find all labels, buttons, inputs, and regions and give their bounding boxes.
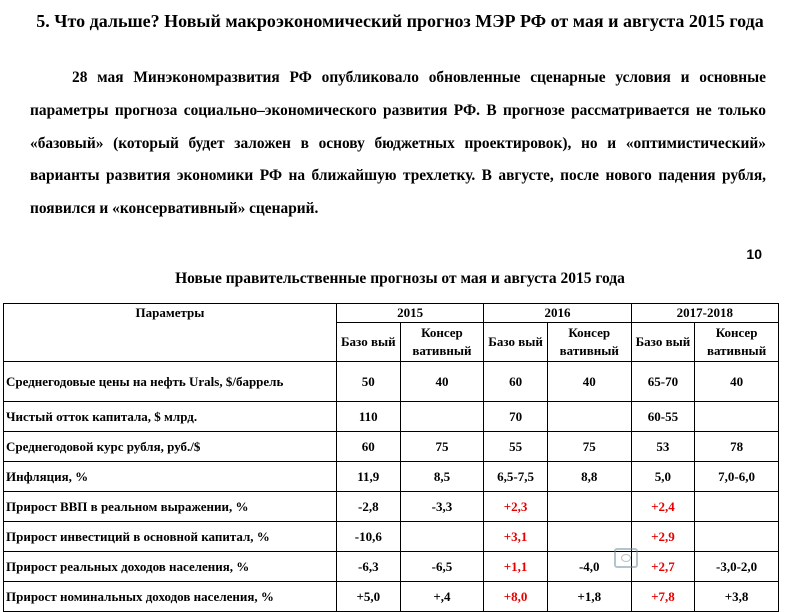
value-cell: +1,8: [547, 582, 631, 612]
year-header-2017-2018: 2017-2018: [631, 304, 778, 323]
watermark-icon: [614, 548, 638, 568]
value-cell: 40: [400, 362, 484, 402]
value-cell: 5,0: [631, 462, 695, 492]
value-cell: +2,4: [631, 492, 695, 522]
variant-header: Консер вативный: [695, 323, 779, 362]
table-row: [4, 492, 779, 522]
intro-paragraph: 28 мая Минэкономразвития РФ опубликовало обновленные сценарные условия и основные параметры прогноза социально–экономического развития РФ. В прогнозе рассматривается не только «базовый» (который будет заложен в основу бюджетных проектировок), но и «оптимистический» варианты развития экономики РФ на ближайшую трехлетку. В августе, после нового падения рубля, появился и «консервативный» сценарий.: [30, 69, 766, 218]
value-cell: 70: [484, 402, 548, 432]
value-cell: [695, 522, 779, 552]
value-cell: 11,9: [337, 462, 401, 492]
value-cell: 60-55: [631, 402, 695, 432]
table-row: [4, 522, 779, 552]
value-cell: -6,3: [337, 552, 401, 582]
value-cell: -4,0: [547, 552, 631, 582]
variant-header: Базо вый: [337, 323, 401, 362]
value-cell: -3,3: [400, 492, 484, 522]
value-cell: +7,8: [631, 582, 695, 612]
value-cell: +3,8: [695, 582, 779, 612]
param-cell: Инфляция, %: [4, 462, 337, 492]
value-cell: [695, 492, 779, 522]
page-number: 10: [746, 246, 762, 262]
year-header-row: [4, 304, 779, 323]
value-cell: 60: [484, 362, 548, 402]
value-cell: [547, 522, 631, 552]
value-cell: -2,8: [337, 492, 401, 522]
table-row: [4, 362, 779, 402]
value-cell: +2,3: [484, 492, 548, 522]
value-cell: +1,1: [484, 552, 548, 582]
value-cell: +2,9: [631, 522, 695, 552]
value-cell: 78: [695, 432, 779, 462]
param-cell: Прирост реальных доходов населения, %: [4, 552, 337, 582]
value-cell: 8,8: [547, 462, 631, 492]
value-cell: 60: [337, 432, 401, 462]
value-cell: -3,0-2,0: [695, 552, 779, 582]
value-cell: 53: [631, 432, 695, 462]
param-cell: Среднегодовой курс рубля, руб./$: [4, 432, 337, 462]
value-cell: 40: [547, 362, 631, 402]
year-header-2016: 2016: [484, 304, 631, 323]
param-cell: Прирост номинальных доходов населения, %: [4, 582, 337, 612]
value-cell: [547, 402, 631, 432]
value-cell: [400, 402, 484, 432]
value-cell: 110: [337, 402, 401, 432]
value-cell: +2,7: [631, 552, 695, 582]
value-cell: +3,1: [484, 522, 548, 552]
value-cell: 7,0-6,0: [695, 462, 779, 492]
value-cell: 65-70: [631, 362, 695, 402]
value-cell: -6,5: [400, 552, 484, 582]
variant-header: Консер вативный: [547, 323, 631, 362]
value-cell: 75: [400, 432, 484, 462]
value-cell: +8,0: [484, 582, 548, 612]
value-cell: -10,6: [337, 522, 401, 552]
forecast-table: [3, 303, 779, 612]
param-cell: Прирост ВВП в реальном выражении, %: [4, 492, 337, 522]
variant-header: Консер вативный: [400, 323, 484, 362]
value-cell: [547, 492, 631, 522]
value-cell: 50: [337, 362, 401, 402]
year-header-2015: 2015: [337, 304, 484, 323]
value-cell: [695, 402, 779, 432]
value-cell: 8,5: [400, 462, 484, 492]
table-row: [4, 402, 779, 432]
param-cell: Среднегодовые цены на нефть Urals, $/баррель: [4, 362, 337, 402]
table-row: [4, 582, 779, 612]
table-row: [4, 552, 779, 582]
variant-header: Базо вый: [631, 323, 695, 362]
table-row: [4, 432, 779, 462]
value-cell: 55: [484, 432, 548, 462]
param-cell: Прирост инвестиций в основной капитал, %: [4, 522, 337, 552]
param-cell: Чистый отток капитала, $ млрд.: [4, 402, 337, 432]
table-caption: Новые правительственные прогнозы от мая и августа 2015 года: [175, 270, 625, 287]
value-cell: +,4: [400, 582, 484, 612]
table-row: [4, 462, 779, 492]
value-cell: 40: [695, 362, 779, 402]
page-title: 5. Что дальше? Новый макроэкономический прогноз МЭР РФ от мая и августа 2015 года: [36, 11, 764, 31]
value-cell: +5,0: [337, 582, 401, 612]
param-header: Параметры: [4, 304, 337, 362]
value-cell: [400, 522, 484, 552]
variant-header: Базо вый: [484, 323, 548, 362]
value-cell: 75: [547, 432, 631, 462]
value-cell: 6,5-7,5: [484, 462, 548, 492]
